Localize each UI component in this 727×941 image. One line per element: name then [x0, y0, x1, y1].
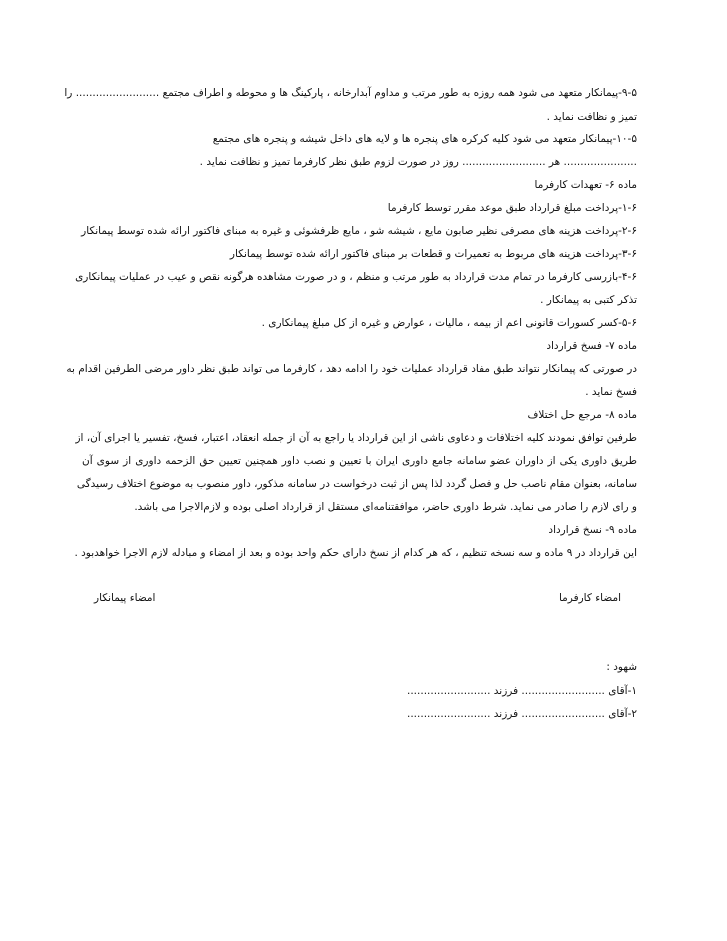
article-8-line-2: طریق داوری یکی از داوران عضو سامانه جامع داوری ایران با تعیین و نصب داور همچنین تعیین حق الزحمه داوری از سوی آن: [82, 455, 637, 467]
employer-signature-label: امضاء کارفرما: [558, 592, 621, 604]
contractor-signature-label: امضاء پیمانکار: [94, 592, 156, 604]
clause-5-9-line-1: ۹-۵-پیمانکار متعهد می شود همه روزه به طور مرتب و مداوم آبدارخانه ، پارکینگ ها و محوطه و اطراف مجتمع ......................... را: [64, 87, 637, 99]
clause-6-2: ۲-۶-پرداخت هزینه های مصرفی نظیر صابون مایع ، شیشه شو ، مایع ظرفشوئی و غیره به مبنای فاکتور ارائه شده توسط پیمانکار: [81, 225, 637, 237]
witness-item-1: ۱-آقای ......................... فرزند .........................: [407, 685, 637, 697]
article-8-line-4: و رای لازم را صادر می نماید. شرط داوری حاضر، موافقتنامه‌ای مستقل از قرارداد اصلی بوده و لازم‌الاجرا می باشد.: [134, 501, 637, 513]
clause-5-9-line-2: تمیز و نظافت نماید .: [546, 111, 637, 123]
clause-6-5: ۵-۶-کسر کسورات قانونی اعم از بیمه ، مالیات ، عوارض و غیره از کل مبلغ پیمانکاری .: [261, 317, 637, 329]
article-6-heading: ماده ۶- تعهدات کارفرما: [534, 179, 637, 191]
clause-5-10-line-2: ...................... هر ......................... روز در صورت لزوم طبق نظر کارفرما تمیز و نظافت نماید .: [199, 156, 637, 168]
clause-6-4-line-1: ۴-۶-بازرسی کارفرما در تمام مدت قرارداد به طور مرتب و منظم ، و در صورت مشاهده هرگونه نقص و عیب در عملیات پیمانکاری: [75, 271, 637, 283]
article-8-heading: ماده ۸- مرجع حل اختلاف: [527, 409, 637, 421]
clause-6-3: ۳-۶-پرداخت هزینه های مربوط به تعمیرات و قطعات بر مبنای فاکتور ارائه شده توسط پیمانکار: [229, 248, 637, 260]
article-7-line-2: فسخ نماید .: [585, 386, 637, 398]
article-8-line-1: طرفین توافق نمودند کلیه اختلافات و دعاوی ناشی از این قرارداد یا راجع به آن از جمله انعقاد، اعتبار، فسخ، تفسیر یا اجرای آن، از: [75, 432, 637, 444]
article-7-line-1: در صورتی که پیمانکار نتواند طبق مفاد قرارداد عملیات خود را ادامه دهد ، کارفرما می تواند طبق نظر داور مرضی الطرفین اقدام به: [66, 363, 637, 375]
witnesses-title: شهود :: [606, 661, 637, 673]
witness-item-2: ۲-آقای ......................... فرزند .........................: [407, 708, 637, 720]
clause-5-10-line-1: ۱۰-۵-پیمانکار متعهد می شود کلیه کرکره های پنجره ها و لایه های داخل شیشه و پنجره های مجتمع: [212, 133, 637, 145]
clause-6-4-line-2: تذکر کتبی به پیمانکار .: [540, 294, 637, 306]
article-8-line-3: سامانه، بعنوان مقام ناصب حل و فصل گردد لذا پس از ثبت درخواست در سامانه مذکور، داور منصوب به موضوع اختلاف رسیدگی: [76, 478, 637, 490]
article-9-heading: ماده ۹- نسخ قرارداد: [548, 524, 637, 536]
article-9-text: این قرارداد در ۹ ماده و سه نسخه تنظیم ، که هر کدام از نسخ دارای حکم واحد بوده و بعد از امضاء و مبادله لازم الاجرا خواهدبود .: [74, 547, 637, 559]
article-7-heading: ماده ۷- فسخ قرارداد: [546, 340, 637, 352]
clause-6-1: ۱-۶-پرداخت مبلغ قرارداد طبق موعد مقرر توسط کارفرما: [387, 202, 637, 214]
